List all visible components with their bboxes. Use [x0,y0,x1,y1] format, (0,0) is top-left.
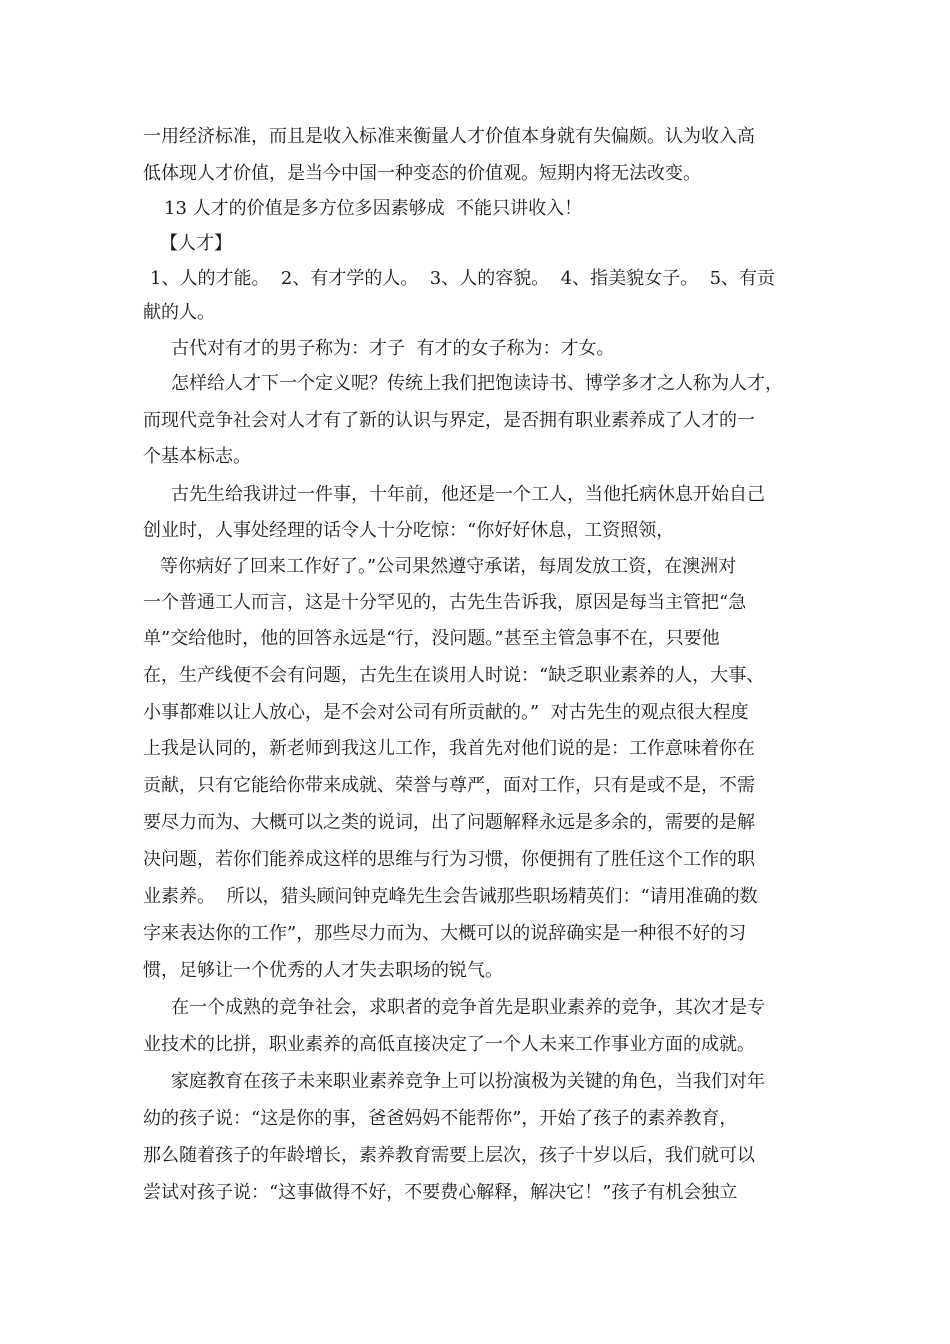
text-line-21: 决问题，若你们能养成这样的思维与行为习惯，你便拥有了胜任这个工作的职 [143,849,755,870]
text-line-24: 惯，足够让一个优秀的人才失去职场的锐气。 [143,960,503,981]
text-line-30: 尝试对孩子说：“这事做得不好，不要费心解释，解决它！”孩子有机会独立 [143,1182,738,1203]
text-line-23: 字来表达你的工作”，那些尽力而为、大概可以的说辞确实是一种很不好的习 [143,923,747,944]
text-line-2: 低体现人才价值，是当今中国一种变态的价值观。短期内将无法改变。 [143,163,701,184]
text-line-28: 幼的孩子说：“这是你的事，爸爸妈妈不能帮你”，开始了孩子的素养教育， [143,1108,738,1129]
text-line-14: 一个普通工人而言，这是十分罕见的，古先生告诉我，原因是每当主管把“急 [143,592,747,613]
text-line-3: 13 人才的价值是多方位多因素够成 不能只讲收入！ [164,198,583,219]
text-line-25: 在一个成熟的竞争社会，求职者的竞争首先是职业素养的竞争，其次才是专 [171,997,765,1018]
text-line-7: 古代对有才的男子称为：才子 有才的女子称为：才女。 [171,338,615,359]
text-line-8: 怎样给人才下一个定义呢？传统上我们把饱读诗书、博学多才之人称为人才， [171,373,783,394]
text-line-9: 而现代竞争社会对人才有了新的认识与界定，是否拥有职业素养成了人才的一 [143,410,755,431]
text-line-18: 上我是认同的，新老师到我这儿工作，我首先对他们说的是：工作意味着你在 [143,738,755,759]
text-line-19: 贡献，只有它能给你带来成就、荣誉与尊严，面对工作，只有是或不是，不需 [143,775,755,796]
text-line-22: 业素养。 所以，猎头顾问钟克峰先生会告诫那些职场精英们：“请用准确的数 [143,886,758,907]
text-line-17: 小事都难以让人放心，是不会对公司有所贡献的。” 对古先生的观点很大程度 [143,702,749,723]
text-line-1: 一用经济标准，而且是收入标准来衡量人才价值本身就有失偏颇。认为收入高 [143,126,755,147]
text-line-26: 业技术的比拼，职业素养的高低直接决定了一个人未来工作事业方面的成就。 [143,1034,755,1055]
text-line-5: 1、人的才能。 2、有才学的人。 3、人的容貌。 4、指美貌女子。 5、有贡 [150,268,776,289]
text-line-16: 在，生产线便不会有问题，古先生在谈用人时说：“缺乏职业素养的人，大事、 [143,665,765,686]
text-line-6: 献的人。 [143,302,215,323]
section-heading: 【人才】 [160,233,232,254]
text-line-15: 单”交给他时，他的回答永远是“行，没问题。”甚至主管急事不在，只要他 [143,628,720,649]
text-line-10: 个基本标志。 [143,446,251,467]
text-line-20: 要尽力而为、大概可以之类的说词，出了问题解释永远是多余的，需要的是解 [143,812,755,833]
text-line-13: 等你病好了回来工作好了。”公司果然遵守承诺，每周发放工资，在澳洲对 [160,556,737,577]
text-line-27: 家庭教育在孩子未来职业素养竞争上可以扮演极为关键的角色，当我们对年 [171,1071,765,1092]
text-line-12: 创业时，人事处经理的话令人十分吃惊：“你好好休息，工资照领， [143,520,675,541]
text-line-29: 那么随着孩子的年龄增长，素养教育需要上层次，孩子十岁以后，我们就可以 [143,1145,755,1166]
text-line-11: 古先生给我讲过一件事，十年前，他还是一个工人，当他托病休息开始自己 [171,484,765,505]
